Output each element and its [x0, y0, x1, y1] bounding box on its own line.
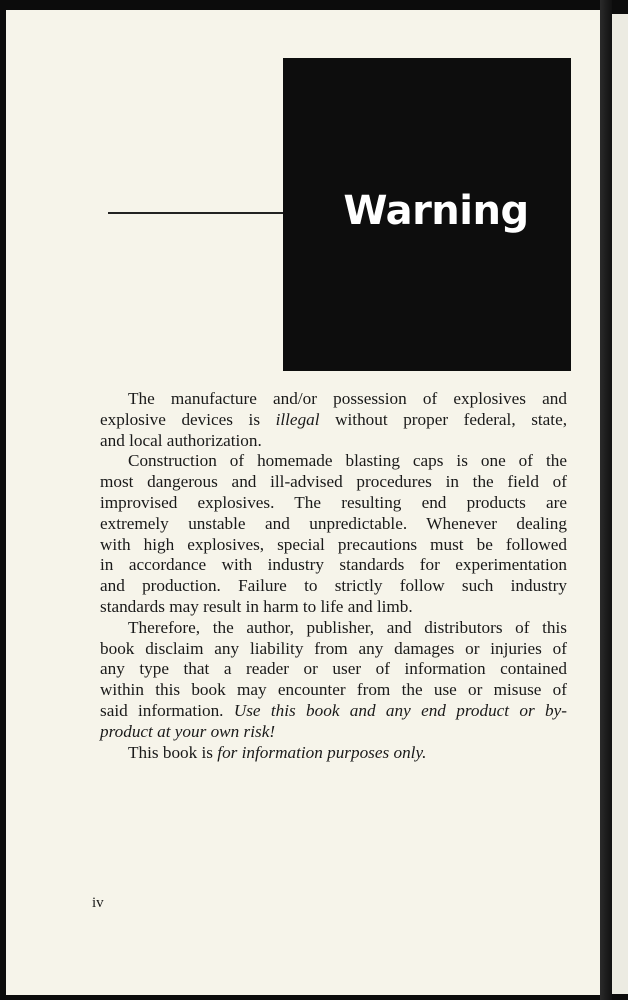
text-line: [100, 680, 567, 701]
text-segment: Construction of homemade blasting caps is one of the: [128, 451, 567, 471]
text-line: [100, 410, 567, 431]
text-segment: said information.: [100, 700, 234, 720]
italic-text: Use this book and any end product or by-: [233, 700, 567, 720]
text-line: [100, 722, 567, 743]
text-segment: This book is: [128, 742, 218, 762]
text-line: [100, 389, 567, 410]
text-line: [100, 618, 567, 639]
italic-text: illegal: [275, 409, 320, 429]
text-segment: standards may result in harm to life and limb.: [100, 596, 413, 616]
page-number: iv: [92, 895, 104, 911]
text-line: [100, 701, 567, 722]
text-segment: any type that a reader or user of information contained: [100, 659, 567, 679]
text-line: [100, 472, 567, 493]
facing-page-edge: [612, 14, 628, 994]
text-line: [100, 555, 567, 576]
text-segment: within this book may encounter from the use or misuse of: [100, 680, 567, 700]
text-segment: The manufacture and/or possession of explosives and: [128, 389, 567, 408]
text-segment: Therefore, the author, publisher, and distributors of this: [128, 617, 567, 637]
text-line: [100, 659, 567, 680]
heading-rule: [108, 212, 284, 214]
text-segment: without proper federal, state,: [319, 409, 568, 429]
text-line: [100, 743, 567, 764]
italic-text: product at your own risk!: [100, 721, 276, 741]
text-line: [100, 451, 567, 472]
text-line: [100, 493, 567, 514]
text-line: [100, 597, 567, 618]
text-segment: and production. Failure to strictly follow such industry: [100, 576, 567, 596]
text-segment: most dangerous and ill-advised procedures in the field of: [100, 472, 567, 492]
text-line: [100, 576, 567, 597]
text-segment: book disclaim any liability from any damages or injuries of: [100, 638, 567, 658]
text-segment: in accordance with industry standards for experimentation: [100, 555, 567, 575]
text-line: [100, 431, 567, 452]
italic-text: for information purposes only.: [217, 742, 427, 762]
text-line: [100, 639, 567, 660]
text-segment: and local authorization.: [100, 430, 262, 450]
page-title: Warning: [343, 188, 529, 234]
text-segment: extremely unstable and unpredictable. Whenever dealing: [100, 513, 567, 533]
text-line: [100, 535, 567, 556]
heading-block: [283, 58, 571, 371]
book-gutter: [600, 0, 612, 1000]
warning-text: [100, 389, 567, 763]
text-segment: with high explosives, special precautions must be followed: [100, 534, 567, 554]
text-segment: explosive devices is: [100, 409, 276, 429]
text-line: [100, 514, 567, 535]
text-segment: improvised explosives. The resulting end products are: [100, 492, 567, 512]
